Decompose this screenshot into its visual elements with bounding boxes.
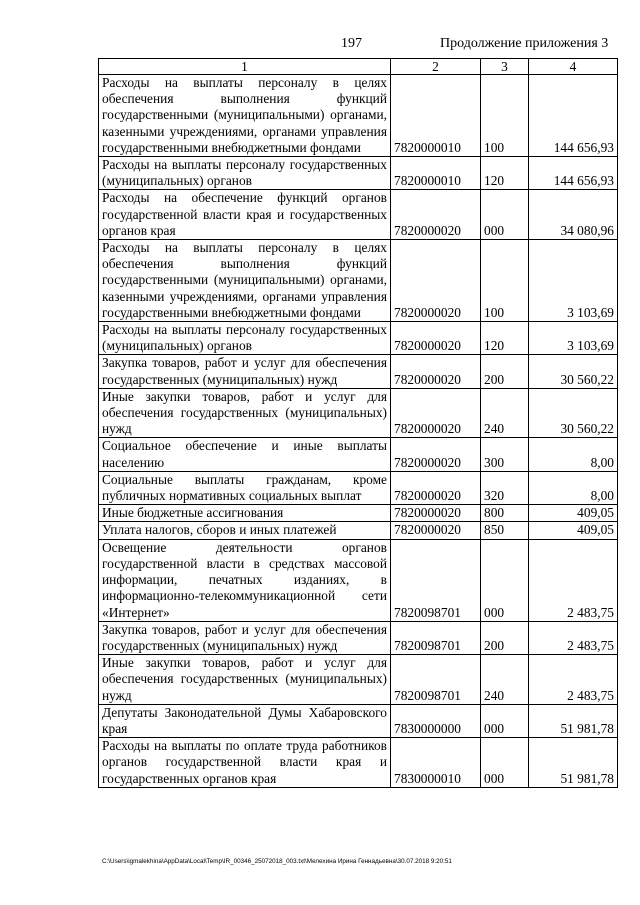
expense-name-cell: Иные закупки товаров, работ и услуг для обеспечения государственных (муниципальных) нужд [99,655,391,705]
expense-name-cell: Закупка товаров, работ и услуг для обеспечения государственных (муниципальных) нужд [99,621,391,654]
table-row [99,355,618,388]
target-article-code-cell: 7830000000 [391,704,481,737]
target-article-code-cell: 7830000010 [391,738,481,788]
expense-type-cell: 240 [481,655,529,705]
amount-cell: 8,00 [529,438,618,471]
amount-cell: 2 483,75 [529,621,618,654]
table-row [99,522,618,539]
target-article-code-cell: 7820000020 [391,471,481,504]
expense-type-cell: 000 [481,539,529,621]
expense-name-cell: Расходы на выплаты персоналу в целях обеспечения выполнения функций государственными (муниципальными) органами, казенными учреждениями, органами управления государственными внебюджетными фондами [99,240,391,322]
expense-type-cell: 240 [481,388,529,438]
page-number: 197 [341,36,362,51]
target-article-code-cell: 7820000010 [391,157,481,190]
target-article-code-cell: 7820000020 [391,438,481,471]
amount-cell: 30 560,22 [529,388,618,438]
amount-cell: 3 103,69 [529,322,618,355]
table-row [99,471,618,504]
target-article-code-cell: 7820000020 [391,505,481,522]
table-row [99,539,618,621]
expense-name-cell: Расходы на выплаты по оплате труда работников органов государственной власти края и государственных органов края [99,738,391,788]
column-header-2: 2 [391,59,481,75]
expense-name-cell: Расходы на выплаты персоналу в целях обеспечения выполнения функций государственными (муниципальными) органами, казенными учреждениями, органами управления государственными внебюджетными фондами [99,75,391,157]
expense-type-cell: 120 [481,322,529,355]
target-article-code-cell: 7820000020 [391,240,481,322]
target-article-code-cell: 7820098701 [391,655,481,705]
expense-type-cell: 120 [481,157,529,190]
column-header-1: 1 [99,59,391,75]
amount-cell: 30 560,22 [529,355,618,388]
expense-name-cell: Иные закупки товаров, работ и услуг для обеспечения государственных (муниципальных) нужд [99,388,391,438]
table-row [99,75,618,157]
target-article-code-cell: 7820000020 [391,388,481,438]
amount-cell: 51 981,78 [529,704,618,737]
amount-cell: 3 103,69 [529,240,618,322]
expense-type-cell: 320 [481,471,529,504]
expense-type-cell: 100 [481,240,529,322]
table-row [99,738,618,788]
amount-cell: 2 483,75 [529,539,618,621]
amount-cell: 2 483,75 [529,655,618,705]
amount-cell: 144 656,93 [529,157,618,190]
table-row [99,190,618,240]
target-article-code-cell: 7820000010 [391,75,481,157]
amount-cell: 144 656,93 [529,75,618,157]
amount-cell: 8,00 [529,471,618,504]
column-header-4: 4 [529,59,618,75]
expense-name-cell: Расходы на обеспечение функций органов государственной власти края и государственных органов края [99,190,391,240]
table-row [99,240,618,322]
continuation-title: Продолжение приложения 3 [440,36,609,51]
target-article-code-cell: 7820000020 [391,190,481,240]
amount-cell: 51 981,78 [529,738,618,788]
amount-cell: 409,05 [529,505,618,522]
target-article-code-cell: 7820000020 [391,522,481,539]
table-row [99,704,618,737]
expense-name-cell: Освещение деятельности органов государственной власти в средствах массовой информации, печатных изданиях, в информационно-телекоммуникационной сети «Интернет» [99,539,391,621]
target-article-code-cell: 7820000020 [391,322,481,355]
target-article-code-cell: 7820000020 [391,355,481,388]
expense-type-cell: 200 [481,355,529,388]
table-header-row [99,59,618,75]
expense-type-cell: 850 [481,522,529,539]
expense-type-cell: 000 [481,738,529,788]
expense-name-cell: Социальное обеспечение и иные выплаты населению [99,438,391,471]
expense-name-cell: Закупка товаров, работ и услуг для обеспечения государственных (муниципальных) нужд [99,355,391,388]
budget-table [98,58,618,788]
target-article-code-cell: 7820098701 [391,539,481,621]
table-row [99,621,618,654]
expense-name-cell: Уплата налогов, сборов и иных платежей [99,522,391,539]
expense-type-cell: 800 [481,505,529,522]
expense-type-cell: 200 [481,621,529,654]
table-row [99,157,618,190]
target-article-code-cell: 7820098701 [391,621,481,654]
amount-cell: 34 080,96 [529,190,618,240]
expense-type-cell: 100 [481,75,529,157]
expense-type-cell: 300 [481,438,529,471]
expense-type-cell: 000 [481,190,529,240]
table-row [99,505,618,522]
expense-name-cell: Расходы на выплаты персоналу государственных (муниципальных) органов [99,322,391,355]
expense-name-cell: Иные бюджетные ассигнования [99,505,391,522]
table-row [99,388,618,438]
expense-name-cell: Расходы на выплаты персоналу государственных (муниципальных) органов [99,157,391,190]
column-header-3: 3 [481,59,529,75]
table-row [99,655,618,705]
table-row [99,438,618,471]
expense-name-cell: Социальные выплаты гражданам, кроме публичных нормативных социальных выплат [99,471,391,504]
expense-type-cell: 000 [481,704,529,737]
file-path-footer: C:\Users\igmalekhina\AppData\Local\Temp\IR_00346_25072018_003.txt\Мелехина Ирина Геннадьевна\30.07.2018 9:20:51 [102,858,452,865]
table-row [99,322,618,355]
amount-cell: 409,05 [529,522,618,539]
expense-name-cell: Депутаты Законодательной Думы Хабаровского края [99,704,391,737]
